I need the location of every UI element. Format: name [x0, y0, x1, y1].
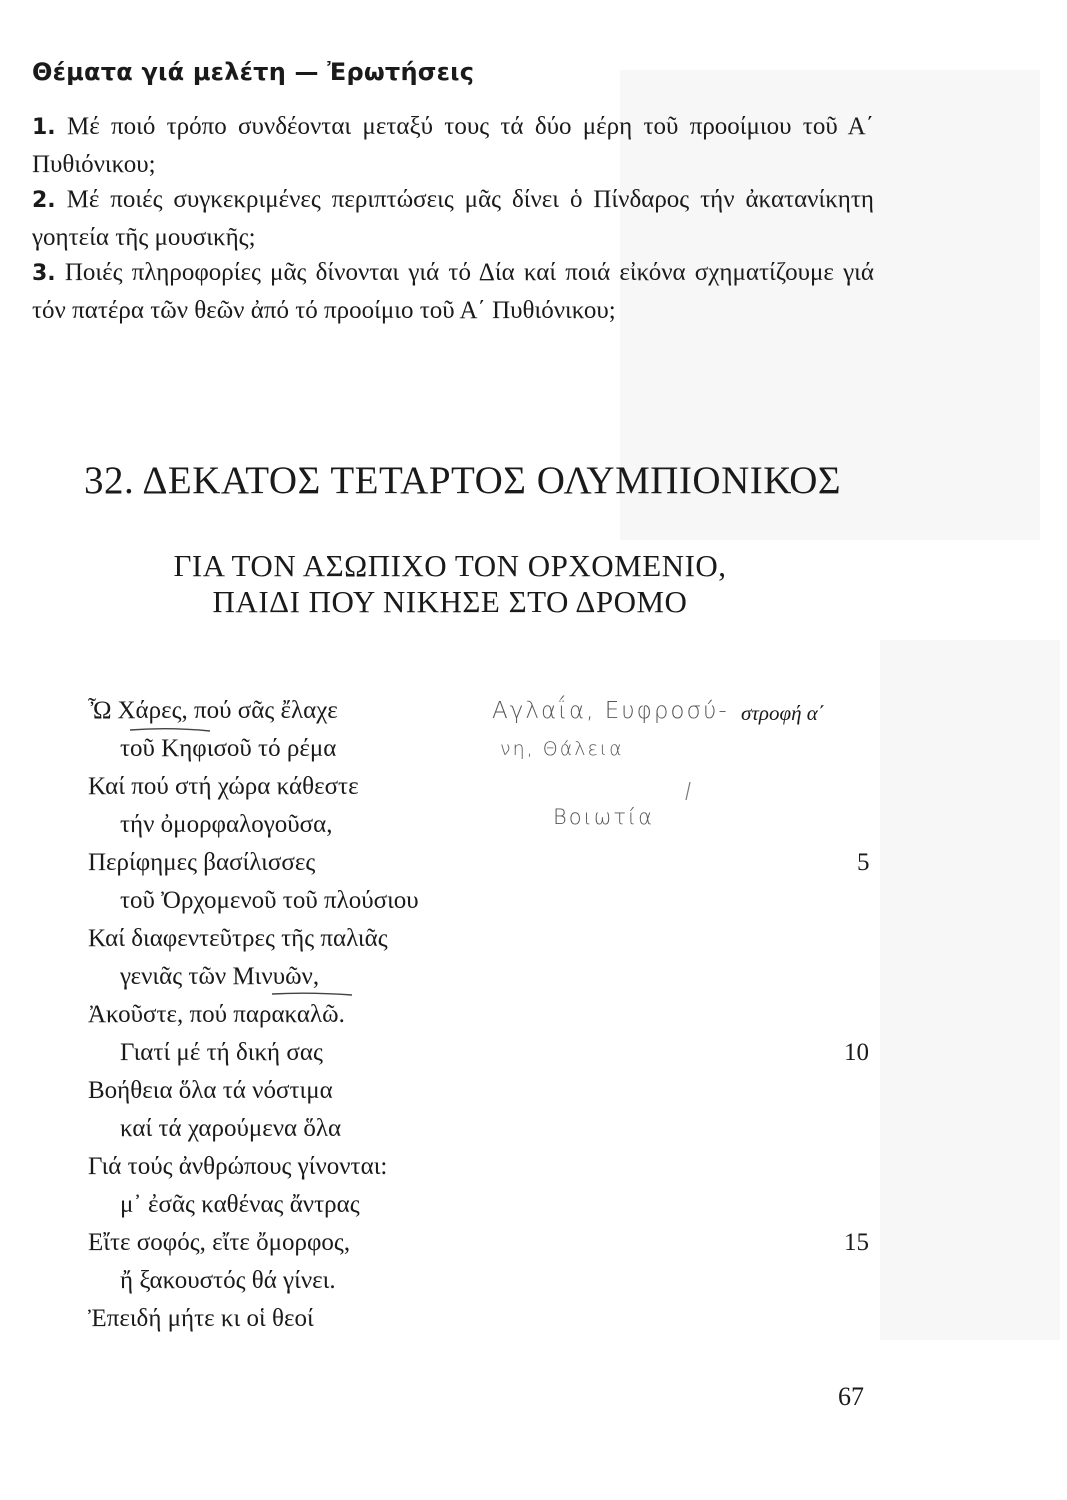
verse-line: Ὦ Χάρες, πού σᾶς ἔλαχε — [88, 697, 338, 724]
verse-line: καί τά χαρούμενα ὅλα — [120, 1115, 342, 1142]
verse-line: τοῦ Κηφισοῦ τό ρέμα — [120, 735, 337, 762]
verse-line: Ἐπειδή μήτε κι οἱ θεοί — [88, 1305, 314, 1332]
question-number: 3. — [32, 261, 56, 286]
verse-line: Γιά τούς ἀνθρώπους γίνονται: — [88, 1153, 388, 1180]
question-text: Μέ ποιό τρόπο συνδέονται μεταξύ τους τά δύο μέρη τοῦ προοίμιου τοῦ Α΄ Πυθιόνικου; — [32, 113, 875, 178]
strophe-label: στροφή α΄ — [741, 701, 825, 725]
question-text: Ποιές πληροφορίες μᾶς δίνονται γιά τό Δία καί ποιά εἰκόνα σχηματίζουμε γιά τόν πατέρα τῶν θεῶν ἀπό τό προοίμιο τοῦ Α΄ Πυθιόνικου; — [32, 259, 874, 324]
handwritten-note: νη, Θάλεια — [500, 738, 624, 760]
verse-line: γενιᾶς τῶν Μινυῶν, — [120, 963, 320, 990]
verse-line: Βοήθεια ὅλα τά νόστιμα — [88, 1077, 333, 1104]
question-number: 2. — [32, 188, 56, 213]
underline-chares — [130, 729, 210, 731]
verse-line: Γιατί μέ τή δική σας — [120, 1039, 323, 1066]
question-text: Μέ ποιές συγκεκριμένες περιπτώσεις μᾶς δίνει ὁ Πίνδαρος τήν ἀκατανίκητη γοητεία τῆς μουσικῆς; — [32, 186, 875, 251]
handwritten-note: Αγλαΐα, Ευφροσύ- — [492, 698, 729, 724]
verse-line: Ἀκοῦστε, πού παρακαλῶ. — [88, 1001, 345, 1028]
line-number: 10 — [844, 1039, 869, 1066]
chapter-subtitle: ΠΑΙΔΙ ΠΟΥ ΝΙΚΗΣΕ ΣΤΟ ΔΡΟΜΟ — [212, 584, 688, 619]
line-number: 15 — [844, 1229, 869, 1256]
verse-line: τοῦ Ὀρχομενοῦ τοῦ πλούσιου — [120, 887, 419, 914]
verse-line: ἤ ξακουστός θά γίνει. — [120, 1267, 336, 1294]
chapter-title: 32. ΔΕΚΑΤΟΣ ΤΕΤΑΡΤΟΣ ΟΛΥΜΠΙΟΝΙΚΟΣ — [84, 459, 842, 502]
verse-line: μ᾽ ἐσᾶς καθένας ἄντρας — [120, 1191, 360, 1218]
underline-minyon — [272, 993, 352, 995]
line-number: 5 — [857, 849, 870, 876]
handwritten-note: Βοιωτία — [553, 805, 654, 829]
chapter-subtitle: ΓΙΑ ΤΟΝ ΑΣΩΠΙΧΟ ΤΟΝ ΟΡΧΟΜΕΝΙΟ, — [173, 548, 727, 583]
verse-line: τήν ὀμορφαλογοῦσα, — [120, 811, 333, 838]
verse-line: Καί πού στή χώρα κάθεστε — [88, 773, 359, 800]
verse-line: Καί διαφεντεῦτρες τῆς παλιᾶς — [88, 925, 388, 952]
verse-line: Περίφημες βασίλισσες — [88, 849, 316, 876]
study-questions-heading: Θέματα γιά μελέτη — Ἐρωτήσεις — [32, 58, 475, 86]
question-number: 1. — [32, 115, 56, 140]
verse-line: Εἴτε σοφός, εἴτε ὄμορφος, — [88, 1229, 351, 1256]
page-number: 67 — [838, 1382, 864, 1411]
annotation-tick — [686, 782, 690, 800]
